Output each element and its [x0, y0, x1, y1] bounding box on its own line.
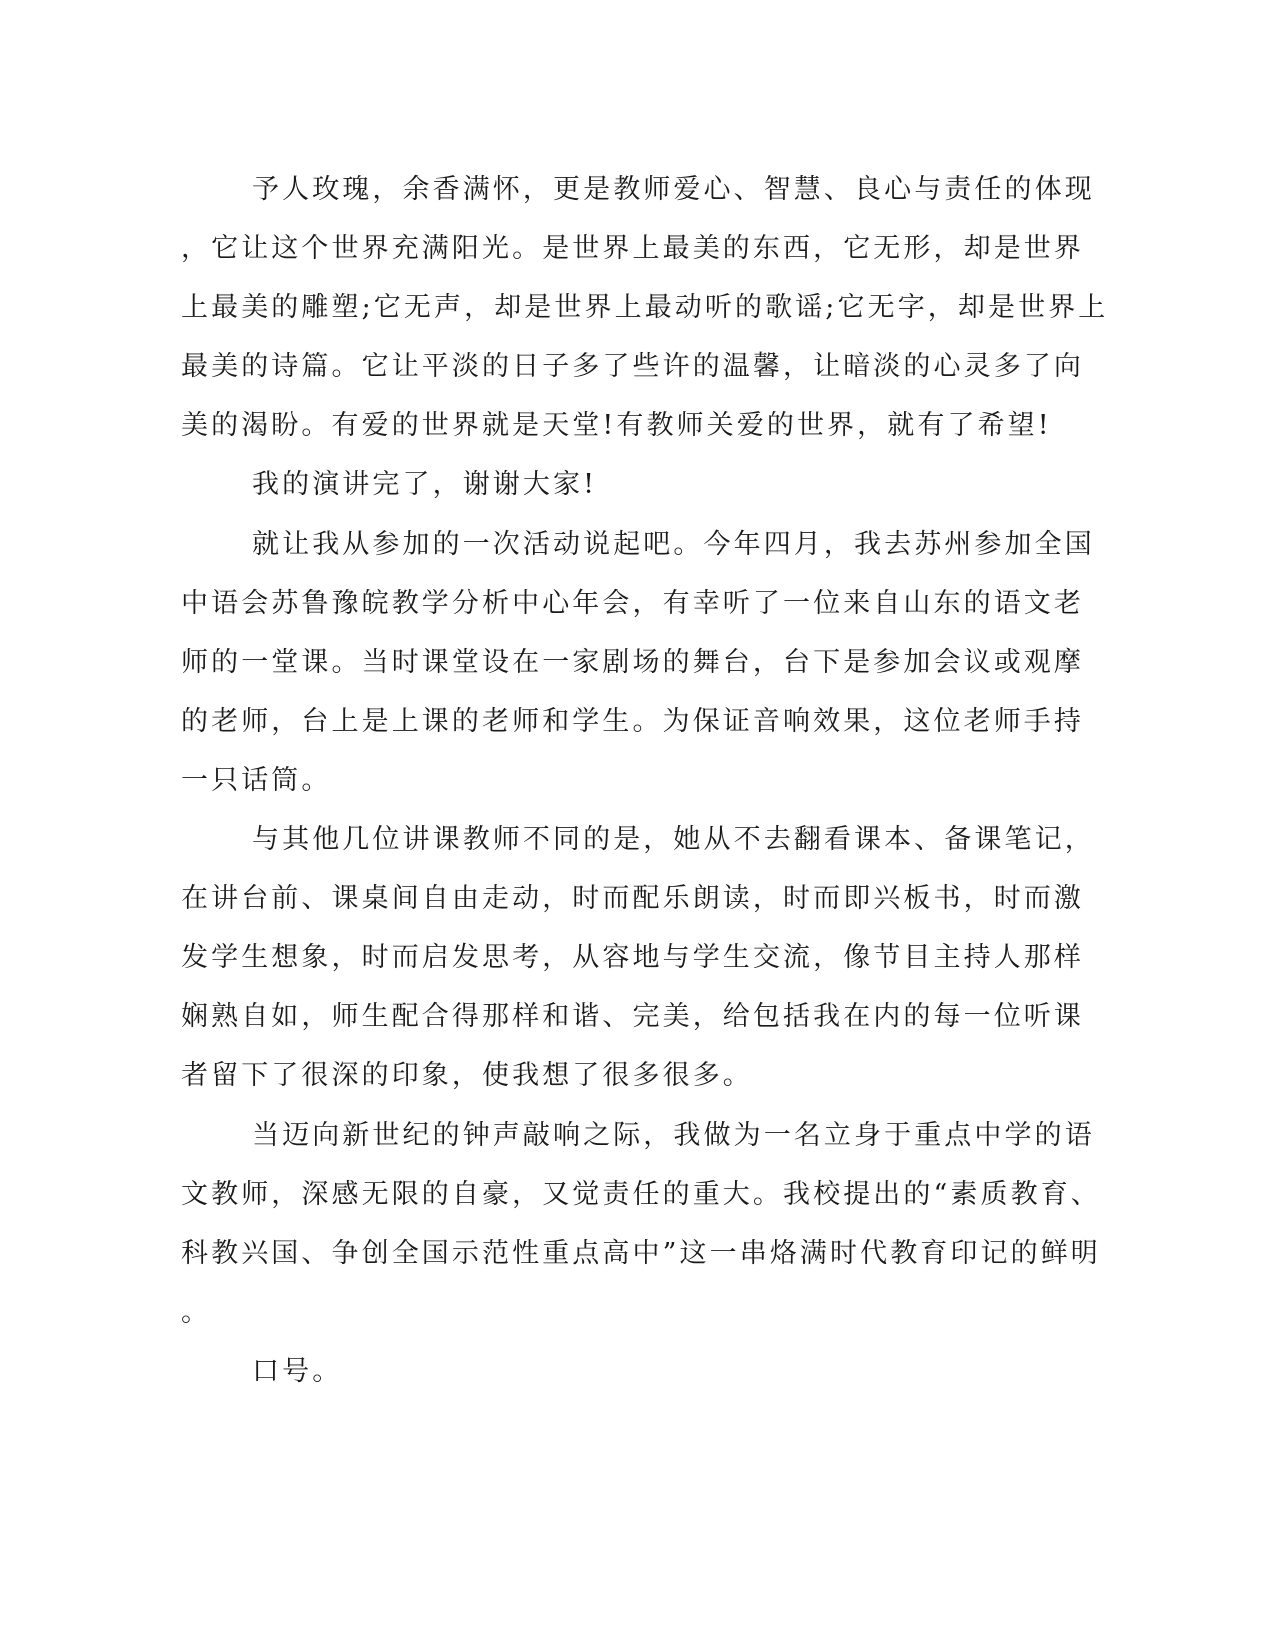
text-line: 中语会苏鲁豫皖教学分析中心年会，有幸听了一位来自山东的语文老 — [181, 587, 1084, 619]
text-line: 最美的诗篇。它让平淡的日子多了些许的温馨，让暗淡的心灵多了向 — [181, 351, 1084, 383]
text-line: 予人玫瑰，余香满怀，更是教师爱心、智慧、良心与责任的体现 — [252, 174, 1095, 205]
text-line: 文教师，深感无限的自豪，又觉责任的重大。我校提出的“素质教育、 — [181, 1178, 1101, 1210]
text-line: 口号。 — [252, 1355, 343, 1387]
text-line: 。 — [181, 1296, 212, 1328]
text-line: 娴熟自如，师生配合得那样和谐、完美，给包括我在内的每一位听课 — [181, 1001, 1084, 1033]
text-line: ，它让这个世界充满阳光。是世界上最美的东西，它无形，却是世界 — [181, 233, 1084, 265]
paragraph — [181, 1106, 1101, 1342]
text-line: 一只话筒。 — [181, 764, 332, 796]
text-line: 上最美的雕塑;它无声，却是世界上最动听的歌谣;它无字，却是世界上 — [181, 292, 1109, 324]
text-line: 师的一堂课。当时课堂设在一家剧场的舞台，台下是参加会议或观摩 — [181, 646, 1084, 678]
paragraph — [181, 160, 1109, 455]
text-line: 的老师，台上是上课的老师和学生。为保证音响效果，这位老师手持 — [181, 705, 1084, 737]
text-line: 当迈向新世纪的钟声敲响之际，我做为一名立身于重点中学的语 — [252, 1119, 1095, 1151]
paragraph — [181, 810, 1095, 1105]
text-line: 我的演讲完了，谢谢大家! — [252, 469, 598, 501]
text-line: 美的渴盼。有爱的世界就是天堂!有教师关爱的世界，就有了希望! — [181, 410, 1052, 442]
document-body — [181, 160, 1109, 1401]
paragraph — [181, 455, 1041, 514]
paragraph — [181, 515, 1095, 810]
text-line: 就让我从参加的一次活动说起吧。今年四月，我去苏州参加全国 — [252, 528, 1095, 560]
text-line: 者留下了很深的印象，使我想了很多很多。 — [181, 1060, 753, 1092]
text-line: 在讲台前、课桌间自由走动，时而配乐朗读，时而即兴板书，时而激 — [181, 883, 1084, 915]
text-line: 科教兴国、争创全国示范性重点高中”这一串烙满时代教育印记的鲜明 — [181, 1237, 1101, 1269]
paragraph — [181, 1342, 1041, 1401]
text-line: 发学生想象，时而启发思考，从容地与学生交流，像节目主持人那样 — [181, 942, 1084, 974]
text-line: 与其他几位讲课教师不同的是，她从不去翻看课本、备课笔记， — [252, 824, 1095, 856]
